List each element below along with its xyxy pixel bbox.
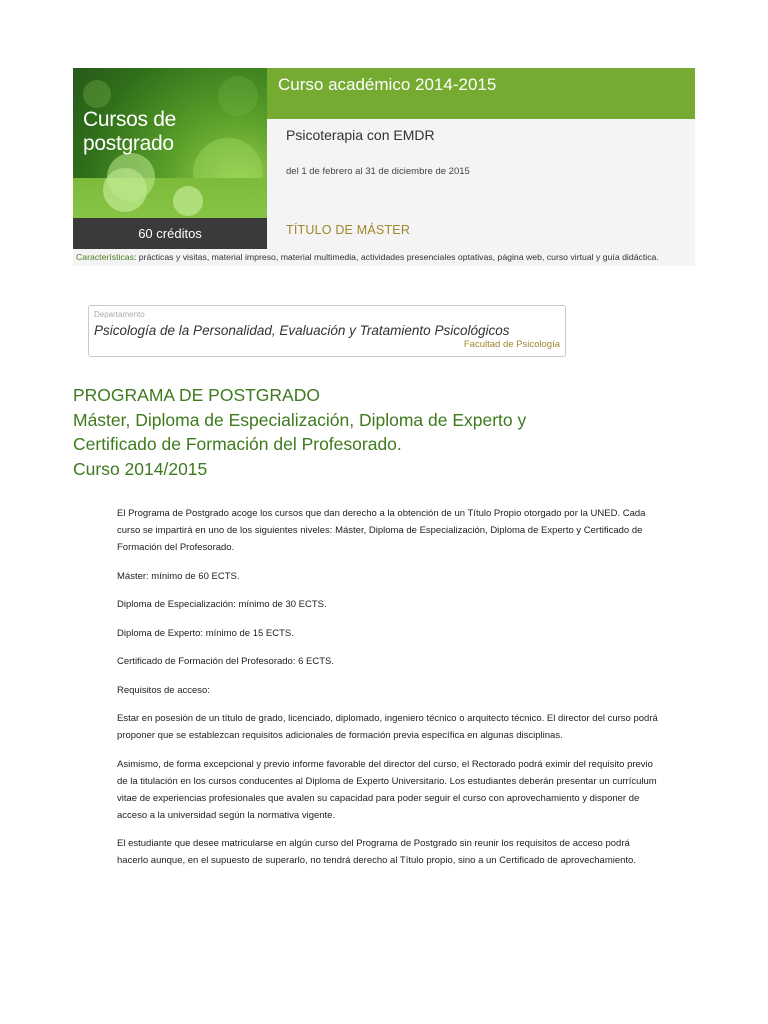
program-heading-line: Máster, Diploma de Especialización, Diploma de Experto y — [73, 409, 527, 430]
body-paragraph: Requisitos de acceso: — [117, 684, 210, 696]
faculty-name: Facultad de Psicología — [463, 339, 560, 350]
program-description — [117, 505, 662, 881]
department-label: Departamento — [94, 310, 145, 319]
course-features — [73, 249, 695, 266]
features-text: : prácticas y visitas, material impreso, material multimedia, actividades presenciales optativas, página web, curso virtual y guía didáctica. — [133, 252, 659, 262]
banner-lower-band — [73, 178, 267, 218]
body-paragraph: Diploma de Especialización: mínimo de 30 ECTS. — [117, 599, 327, 610]
banner-bubble — [173, 186, 203, 216]
program-heading — [73, 383, 693, 481]
academic-year-bar: Curso académico 2014-2015 — [267, 68, 695, 119]
banner-bubble — [107, 153, 155, 201]
course-info-panel — [267, 119, 695, 249]
degree-title: TÍTULO DE MÁSTER — [286, 223, 411, 237]
body-paragraph: Certificado de Formación del Profesorado: 6 ECTS. — [117, 656, 335, 667]
course-name: Psicoterapia con EMDR — [286, 127, 435, 143]
body-paragraph: El Programa de Postgrado acoge los cursos que dan derecho a la obtención de un Título Propio otorgado por la UNED. Cada curso se impartirá en uno de los siguientes niveles: Máster, Diploma de Especialización, Diploma de Experto y Certificado de Formación del Profesorado. — [117, 508, 646, 553]
program-heading-line: PROGRAMA DE POSTGRADO — [73, 385, 320, 405]
body-paragraph: Estar en posesión de un título de grado, licenciado, diplomado, ingeniero técnico o arquitecto técnico. El director del curso podrá proponer que se establezcan requisitos adicionales de formación previa específica en algunas disciplinas. — [117, 713, 658, 741]
program-heading-line: Certificado de Formación del Profesorado. — [73, 434, 402, 454]
course-dates: del 1 de febrero al 31 de diciembre de 2015 — [286, 166, 470, 177]
course-header — [73, 68, 695, 266]
features-label: Características — [76, 252, 134, 262]
banner-title: Cursos de postgrado — [83, 108, 177, 155]
program-heading-line: Curso 2014/2015 — [73, 458, 208, 479]
body-paragraph: Máster: mínimo de 60 ECTS. — [117, 570, 240, 582]
department-name: Psicología de la Personalidad, Evaluación y Tratamiento Psicológicos — [94, 323, 510, 338]
credits-label: 60 créditos — [73, 218, 267, 249]
body-paragraph: Asimismo, de forma excepcional y previo informe favorable del director del curso, el Rectorado podrá eximir del requisito previo de la titulación en los cursos conducentes al Diploma de Experto Universitario. Los estudiantes deberán presentar un currículum vitae de experiencias profesionales que avalen su capacidad para poder seguir el curso con aprovechamiento y disponer de acceso a la universidad según la normativa vigente. — [117, 758, 657, 821]
body-paragraph: El estudiante que desee matricularse en algún curso del Programa de Postgrado sin reunir los requisitos de acceso podrá hacerlo aunque, en el supuesto de superarlo, no tendrá derecho al Título propio, sino a un Certificado de aprovechamiento. — [117, 838, 636, 866]
postgrado-banner-image — [73, 68, 267, 218]
body-paragraph: Diploma de Experto: mínimo de 15 ECTS. — [117, 627, 294, 639]
department-box — [88, 305, 566, 357]
banner-bubble — [83, 80, 111, 108]
